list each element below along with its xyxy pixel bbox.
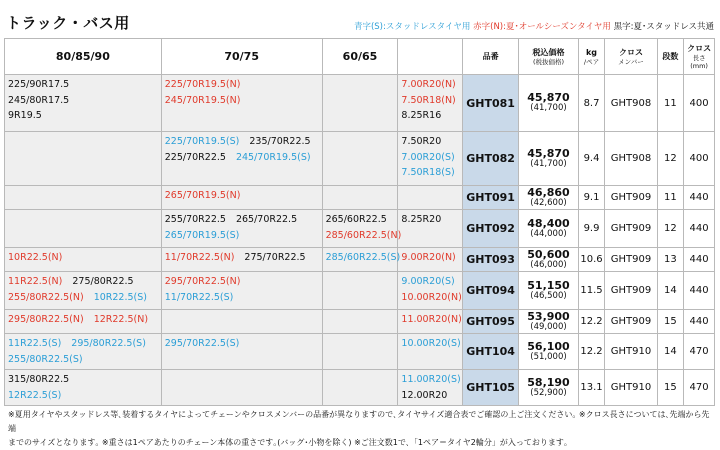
cross-length-cell: 470: [684, 334, 715, 370]
tire-size: 255/80R22.5(N): [8, 291, 84, 303]
size-cell: [322, 186, 398, 210]
header-row: [5, 39, 715, 75]
size-cell: [398, 248, 463, 272]
tire-size: 7.50R20: [401, 136, 442, 147]
tire-size: 11R22.5(N): [8, 276, 63, 287]
size-cell: [322, 334, 398, 370]
footnote: [8, 408, 714, 450]
tire-size: 10R22.5(S): [93, 291, 147, 303]
price-incl-tax: 45,870: [527, 91, 570, 104]
price-incl-tax: 48,400: [527, 216, 570, 230]
legend-blue: 青字(S):スタッドレスタイヤ用: [353, 22, 471, 32]
tire-size: 12.00R20: [401, 389, 448, 401]
steps-cell: 15: [657, 370, 684, 406]
size-line: [8, 372, 158, 388]
size-line: [401, 388, 459, 404]
price-cell: [519, 334, 578, 370]
size-cell: [161, 272, 322, 310]
tire-size: 9.00R20(N): [401, 252, 456, 263]
size-cell: [322, 272, 398, 310]
size-cell: [161, 132, 322, 186]
size-line: [401, 212, 459, 228]
part-number: GHT082: [462, 132, 518, 186]
size-line: [8, 93, 158, 109]
price-cell: [519, 210, 578, 248]
price-incl-tax: 56,100: [527, 339, 570, 353]
weight-cell: 10.6: [578, 248, 605, 272]
weight-cell: 12.2: [578, 334, 605, 370]
col-header-steps: 段数: [657, 39, 684, 75]
price-excl-tax: (46,000): [530, 259, 567, 270]
size-cell: [322, 132, 398, 186]
size-line: [8, 108, 158, 124]
size-line: [401, 372, 459, 388]
steps-cell: 14: [657, 334, 684, 370]
tire-size: 11/70R22.5(N): [164, 252, 235, 263]
tire-size: 12R22.5(S): [8, 389, 62, 401]
size-cell: [322, 75, 398, 132]
size-line: [165, 274, 319, 290]
cross-length-cell: 400: [684, 75, 715, 132]
legend-red: 赤字(N):夏･オールシーズンタイヤ用: [473, 22, 611, 32]
size-cell: [5, 334, 162, 370]
size-line: [165, 212, 319, 228]
price-cell: [519, 272, 578, 310]
cross-member-cell: GHT908: [605, 132, 657, 186]
part-number: GHT104: [462, 334, 518, 370]
table-row: [5, 272, 715, 310]
size-table: [4, 38, 715, 406]
price-excl-tax: (44,000): [530, 228, 567, 239]
size-cell: [5, 310, 162, 334]
size-cell: [161, 210, 322, 248]
header: [0, 0, 720, 38]
table-row: [5, 210, 715, 248]
steps-cell: 12: [657, 132, 684, 186]
size-line: [165, 290, 319, 306]
size-line: [8, 274, 158, 290]
cross-length-cell: 440: [684, 272, 715, 310]
price-incl-tax: 50,600: [527, 247, 570, 261]
weight-cell: 9.4: [578, 132, 605, 186]
col-header-kg: [578, 39, 605, 75]
cross-member-cell: GHT909: [605, 310, 657, 334]
size-cell: [5, 370, 162, 406]
size-cell: [398, 75, 463, 132]
size-cell: [322, 248, 401, 272]
tire-size: 225/70R19.5(S): [164, 136, 240, 147]
size-line: [165, 228, 319, 244]
tire-size: 255/80R22.5(S): [8, 353, 83, 365]
len-header-label: クロス: [687, 43, 712, 53]
tire-size: 265/70R22.5: [235, 214, 298, 225]
size-cell: [398, 132, 463, 186]
size-line: [8, 77, 158, 93]
tire-size: 7.00R20(N): [401, 79, 456, 90]
price-cell: [519, 248, 578, 272]
size-cell: [5, 75, 162, 132]
size-line: [8, 290, 158, 306]
size-line: [401, 165, 459, 181]
size-line: [401, 93, 459, 109]
cross-length-cell: 440: [684, 248, 715, 272]
tire-size: 245/80R17.5: [8, 94, 70, 106]
tire-size: 295/80R22.5(S): [71, 338, 146, 349]
table-row: [5, 370, 715, 406]
tire-size: 265/70R19.5(N): [164, 190, 241, 201]
cross-member-cell: GHT908: [605, 75, 657, 132]
col-header-price: [519, 39, 578, 75]
price-excl-tax: (41,700): [530, 158, 567, 169]
size-cell: [161, 334, 322, 370]
size-line: [401, 134, 459, 150]
weight-cell: 9.1: [578, 186, 605, 210]
size-cell: [5, 248, 162, 272]
steps-cell: 11: [657, 186, 684, 210]
tire-size: 10.00R20(N): [401, 291, 462, 303]
tire-size: 7.00R20(S): [401, 151, 455, 163]
size-line: [8, 388, 158, 404]
size-line: [325, 228, 402, 244]
size-line: [165, 250, 319, 266]
tire-size: 11/70R22.5(S): [164, 291, 234, 303]
tire-size: 225/70R19.5(N): [164, 79, 241, 90]
cross-length-cell: 400: [684, 132, 715, 186]
tire-size: 315/80R22.5: [8, 374, 70, 385]
part-number: GHT095: [462, 310, 518, 334]
price-excl-tax: (51,000): [530, 351, 567, 362]
size-line: [401, 290, 462, 306]
size-cell: [161, 75, 322, 132]
size-cell: [322, 210, 402, 248]
tire-size: 245/70R19.5(S): [235, 151, 311, 163]
table-body: [5, 75, 715, 406]
weight-cell: 13.1: [578, 370, 605, 406]
tire-size: 11.00R20(N): [401, 314, 462, 325]
steps-cell: 11: [657, 75, 684, 132]
col-header-cross-length: [684, 39, 715, 75]
part-number: GHT091: [462, 186, 518, 210]
size-line: [325, 250, 401, 266]
size-cell: [161, 248, 322, 272]
cross-header-sub: メンバー: [618, 57, 644, 66]
size-cell: [398, 272, 463, 310]
col-header-cross-member: [605, 39, 657, 75]
tire-size: 245/70R19.5(N): [164, 94, 241, 106]
part-number: GHT081: [462, 75, 518, 132]
tire-size: 235/70R22.5: [249, 136, 311, 147]
size-line: [401, 150, 459, 166]
cross-length-cell: 440: [684, 210, 715, 248]
tire-size: 7.50R18(S): [401, 167, 455, 178]
price-excl-tax: (49,000): [530, 321, 567, 332]
table-row: [5, 248, 715, 272]
tire-size: 295/80R22.5(N): [8, 314, 84, 325]
tire-size: 225/90R17.5: [8, 79, 70, 90]
price-incl-tax: 46,860: [527, 185, 570, 199]
size-line: [8, 250, 158, 266]
kg-header-sub: /ペア: [583, 57, 600, 66]
col-header-60-65: 60/65: [322, 39, 398, 75]
size-cell: [161, 370, 322, 406]
cross-member-cell: GHT909: [605, 248, 657, 272]
cross-member-cell: GHT909: [605, 186, 657, 210]
price-excl-tax: (52,900): [530, 387, 567, 398]
price-cell: [519, 186, 578, 210]
size-cell: [398, 310, 463, 334]
weight-cell: 12.2: [578, 310, 605, 334]
steps-cell: 15: [657, 310, 684, 334]
size-line: [165, 150, 319, 166]
col-header-part-number: 品番: [462, 39, 518, 75]
size-line: [8, 352, 158, 368]
tire-size: 295/70R22.5(N): [164, 276, 241, 287]
size-line: [401, 274, 459, 290]
cross-member-cell: GHT910: [605, 334, 657, 370]
size-line: [401, 77, 459, 93]
price-incl-tax: 45,870: [527, 146, 570, 160]
tire-size: 10R22.5(N): [8, 252, 63, 263]
steps-cell: 12: [657, 210, 684, 248]
weight-cell: 9.9: [578, 210, 605, 248]
col-header-blank: [398, 39, 463, 75]
color-legend: [354, 20, 714, 32]
steps-cell: 13: [657, 248, 684, 272]
part-number: GHT094: [462, 272, 518, 310]
tire-size: 8.25R16: [401, 110, 442, 121]
cross-member-cell: GHT910: [605, 370, 657, 406]
size-cell: [398, 334, 463, 370]
cross-length-cell: 440: [684, 186, 715, 210]
tire-size: 285/60R22.5(S): [325, 252, 401, 263]
table-row: [5, 186, 715, 210]
size-line: [8, 336, 158, 352]
size-cell: [5, 186, 162, 210]
page-title: トラック・バス用: [6, 14, 130, 32]
tire-size: 225/70R22.5: [164, 151, 226, 163]
footnote-line-1: ※夏用タイヤやスタッドレス等､装着するタイヤによってチェーンやクロスメンバーの品番が異なりますので､タイヤサイズ適合表でご確認の上ご注文ください｡ ※クロス長さについては､先端から先端: [8, 410, 710, 433]
price-cell: [519, 310, 578, 334]
weight-cell: 11.5: [578, 272, 605, 310]
tire-size: 295/70R22.5(S): [164, 338, 240, 349]
cross-header-label: クロス: [618, 47, 643, 57]
price-cell: [519, 370, 578, 406]
size-line: [165, 336, 319, 352]
size-cell: [398, 370, 463, 406]
tire-size: 7.50R18(N): [401, 94, 456, 106]
tire-size: 275/70R22.5: [244, 252, 306, 263]
tire-size: 9.00R20(S): [401, 276, 455, 287]
price-excl-tax: (42,600): [530, 197, 567, 208]
tire-size: 8.25R20: [401, 214, 442, 225]
cross-length-cell: 440: [684, 310, 715, 334]
size-cell: [5, 210, 162, 248]
price-incl-tax: 51,150: [527, 278, 570, 292]
tire-size: 10.00R20(S): [401, 338, 461, 349]
size-cell: [322, 370, 398, 406]
size-cell: [5, 132, 162, 186]
size-line: [401, 336, 459, 352]
price-cell: [519, 75, 578, 132]
cross-length-cell: 470: [684, 370, 715, 406]
size-line: [165, 134, 319, 150]
tire-size: 275/80R22.5: [72, 276, 134, 287]
price-excl-tax: (41,700): [530, 103, 567, 113]
tire-size: 255/70R22.5: [164, 214, 226, 225]
size-line: [8, 312, 158, 328]
table-row: [5, 75, 715, 132]
col-header-70-75: 70/75: [161, 39, 322, 75]
size-cell: [398, 210, 463, 248]
cross-member-cell: GHT909: [605, 210, 657, 248]
size-line: [401, 312, 462, 328]
part-number: GHT105: [462, 370, 518, 406]
steps-cell: 14: [657, 272, 684, 310]
size-cell: [5, 272, 162, 310]
col-header-80-85-90: 80/85/90: [5, 39, 162, 75]
size-cell: [322, 310, 398, 334]
price-header-sub: (税抜価格): [532, 57, 565, 66]
size-cell: [398, 186, 463, 210]
kg-header-label: kg: [585, 47, 598, 57]
tire-size: 9R19.5: [8, 110, 42, 121]
table-row: [5, 132, 715, 186]
price-incl-tax: 53,900: [527, 309, 570, 323]
tire-size: 265/70R19.5(S): [164, 229, 240, 241]
size-line: [326, 212, 395, 228]
tire-size: 11.00R20(S): [401, 374, 461, 385]
legend-black: 黒字:夏･スタッドレス共通: [613, 22, 714, 32]
price-cell: [519, 132, 578, 186]
size-line: [401, 250, 459, 266]
size-line: [165, 77, 319, 93]
part-number: GHT093: [462, 248, 518, 272]
table-row: [5, 334, 715, 370]
tire-size: 265/60R22.5: [325, 214, 387, 225]
footnote-line-2: までのサイズとなります｡ ※重さは1ペアあたりのチェーン本体の重さです｡(バッグ･小物を除く) ※ご注文数1で､「1ペア＝タイヤ2輪分」が入っております｡: [8, 438, 568, 447]
size-line: [165, 188, 319, 204]
tire-size: 11R22.5(S): [8, 338, 62, 349]
size-line: [165, 93, 319, 109]
tire-size: 12R22.5(N): [93, 314, 149, 325]
len-header-unit: (mm): [690, 61, 708, 70]
size-cell: [161, 310, 322, 334]
size-line: [401, 108, 459, 124]
cross-member-cell: GHT909: [605, 272, 657, 310]
price-incl-tax: 58,190: [527, 375, 570, 389]
price-header-label: 税込価格: [532, 47, 565, 57]
price-excl-tax: (46,500): [530, 290, 567, 301]
part-number: GHT092: [462, 210, 518, 248]
tire-size: 285/60R22.5(N): [325, 229, 402, 241]
size-cell: [161, 186, 322, 210]
weight-cell: 8.7: [578, 75, 605, 132]
table-row: [5, 310, 715, 334]
len-header-sub: 長さ: [692, 53, 706, 62]
